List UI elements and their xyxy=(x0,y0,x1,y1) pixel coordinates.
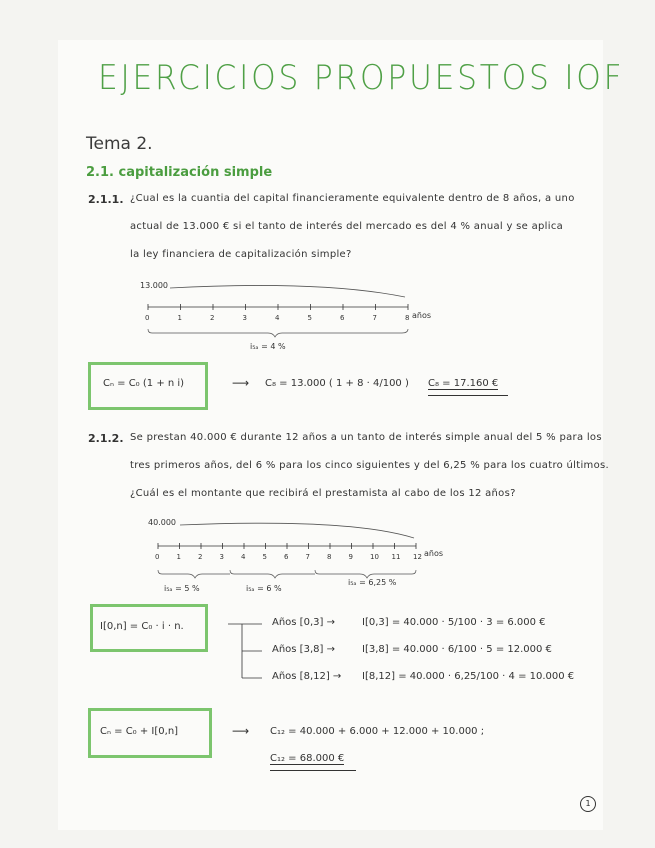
rate-period-2: i₅ₐ = 6 % xyxy=(246,584,282,593)
result-double-underline xyxy=(428,395,508,396)
interest-row-2-label: Años [3,8] → xyxy=(272,644,335,655)
timeline-tick-label: 2 xyxy=(210,314,215,322)
timeline-tick-label: 8 xyxy=(327,553,332,561)
timeline-tick-label: 1 xyxy=(177,314,182,322)
timeline-tick-label: 0 xyxy=(145,314,150,322)
exercise-2-line-3: ¿Cuál es el montante que recibirá el prestamista al cabo de los 12 años? xyxy=(130,488,516,499)
interest-row-2-equation: I[3,8] = 40.000 · 6/100 · 5 = 12.000 € xyxy=(362,644,552,655)
timeline-tick-label: 5 xyxy=(307,314,312,322)
timeline-tick-label: 12 xyxy=(413,553,422,561)
timeline-tick-label: 4 xyxy=(275,314,280,322)
exercise-1-result: C₈ = 17.160 € xyxy=(428,378,499,389)
timeline-tick-label: 0 xyxy=(155,553,160,561)
timeline-1-unit: años xyxy=(412,311,432,320)
page-title: EJERCICIOS PROPUESTOS IOF xyxy=(98,58,625,98)
timeline-tick-label: 4 xyxy=(241,553,246,561)
exercise-2-number: 2.1.2. xyxy=(88,432,124,445)
rate-period-3: i₅ₐ = 6,25 % xyxy=(348,578,397,587)
interest-row-3-label: Años [8,12] → xyxy=(272,671,342,682)
timeline-tick-label: 1 xyxy=(176,553,181,561)
timeline-tick-label: 7 xyxy=(372,314,377,322)
section-heading: 2.1. capitalización simple xyxy=(86,165,273,180)
timeline-2 xyxy=(150,522,440,588)
timeline-tick-label: 3 xyxy=(219,553,224,561)
timeline-tick-label: 10 xyxy=(370,553,379,561)
topic-heading: Tema 2. xyxy=(86,134,153,154)
simple-capitalization-formula: Cₙ = C₀ (1 + n i) xyxy=(103,378,185,389)
timeline-1-rate: i₅ₐ = 4 % xyxy=(250,342,286,351)
timeline-tick-label: 11 xyxy=(391,553,401,561)
timeline-tick-label: 6 xyxy=(340,314,345,322)
timeline-tick-label: 8 xyxy=(405,314,410,322)
interest-row-1-equation: I[0,3] = 40.000 · 5/100 · 3 = 6.000 € xyxy=(362,617,546,628)
timeline-tick-label: 6 xyxy=(284,553,289,561)
timeline-tick-label: 5 xyxy=(262,553,267,561)
exercise-1-line-2: actual de 13.000 € si el tanto de interés del mercado es del 4 % anual y se aplica xyxy=(130,221,564,232)
arrow-1: ⟶ xyxy=(232,376,250,390)
interest-row-1-label: Años [0,3] → xyxy=(272,617,335,628)
exercise-1-line-1: ¿Cual es la cuantia del capital financieramente equivalente dentro de 8 años, a uno xyxy=(130,193,575,204)
montante-formula: Cₙ = C₀ + I[0,n] xyxy=(100,726,179,737)
exercise-1-line-3: la ley financiera de capitalización simple? xyxy=(130,249,352,260)
exercise-2-line-2: tres primeros años, del 6 % para los cinco siguientes y del 6,25 % para los cuatro últimos. xyxy=(130,460,609,471)
rate-period-1: i₅ₐ = 5 % xyxy=(164,584,200,593)
final-result-double-underline xyxy=(270,770,356,771)
arrow-2: ⟶ xyxy=(232,724,250,738)
timeline-2-unit: años xyxy=(424,549,444,558)
exercise-2-line-1: Se prestan 40.000 € durante 12 años a un tanto de interés simple anual del 5 % para los xyxy=(130,432,602,443)
final-calculation: C₁₂ = 40.000 + 6.000 + 12.000 + 10.000 ; xyxy=(270,726,485,737)
branch-brackets xyxy=(226,618,266,684)
interest-formula: I[0,n] = C₀ · i · n. xyxy=(100,621,184,632)
timeline-tick-label: 2 xyxy=(198,553,203,561)
exercise-1-calculation: C₈ = 13.000 ( 1 + 8 · 4/100 ) xyxy=(265,378,409,389)
timeline-1-start-value: 13.000 xyxy=(140,281,168,290)
final-result: C₁₂ = 68.000 € xyxy=(270,753,345,764)
page-number: 1 xyxy=(580,796,596,812)
timeline-tick-label: 9 xyxy=(348,553,353,561)
timeline-2-start-value: 40.000 xyxy=(148,518,176,527)
timeline-tick-label: 3 xyxy=(242,314,247,322)
interest-row-3-equation: I[8,12] = 40.000 · 6,25/100 · 4 = 10.000 € xyxy=(362,671,575,682)
timeline-tick-label: 7 xyxy=(305,553,310,561)
exercise-1-number: 2.1.1. xyxy=(88,193,124,206)
timeline-1 xyxy=(140,285,430,345)
